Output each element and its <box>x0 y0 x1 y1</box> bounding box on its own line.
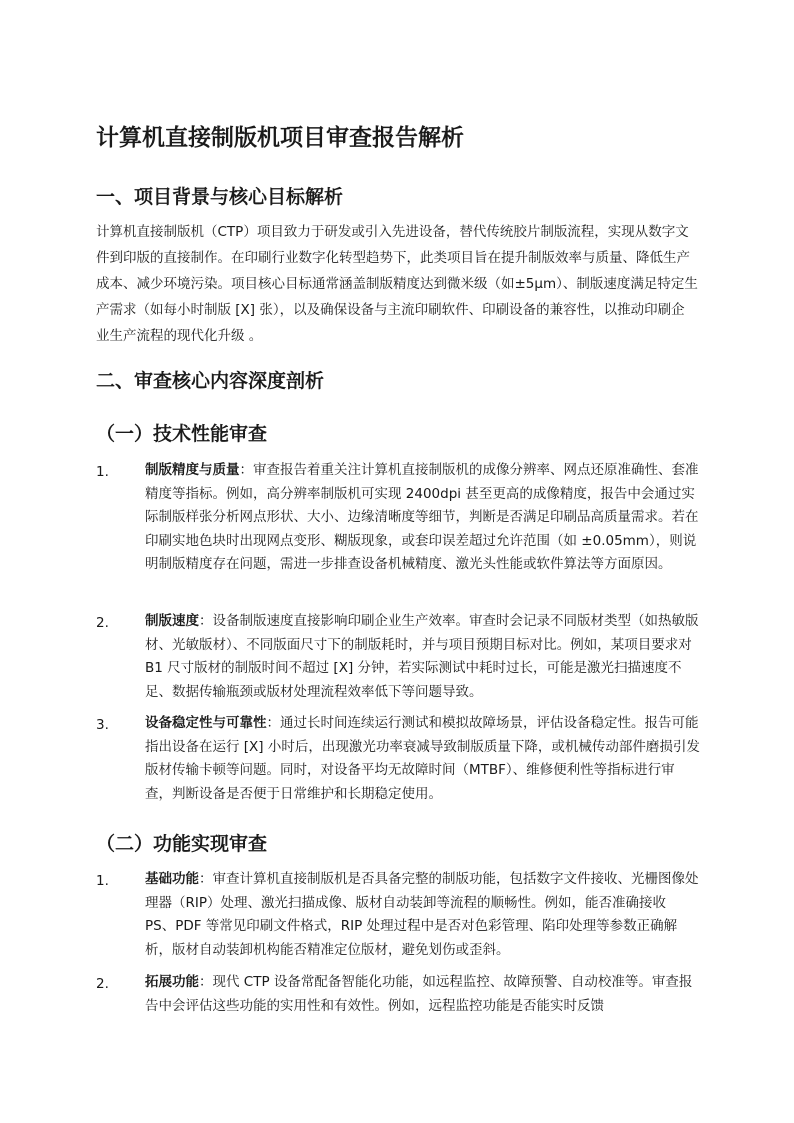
list-number: 2. <box>96 976 109 992</box>
section-heading-background: 一、项目背景与核心目标解析 <box>96 186 344 208</box>
item-text: ：通过长时间连续运行测试和模拟故障场景，评估设备稳定性。报告可能指出设备在运行 [X] 小时后，出现激光功率衰减导致制版质量下降，或机械传动部件磨损引发版材传输卡顿等问题。同时，对设备平均无故障时间（MTBF）、维修便利性等指标进行审查，判断设备是否便于日常维护和长期稳定使用。 <box>145 715 700 802</box>
item-label: 拓展功能 <box>145 974 199 990</box>
background-paragraph: 计算机直接制版机（CTP）项目致力于研发或引入先进设备，替代传统胶片制版流程，实现从数字文件到印版的直接制作。在印刷行业数字化转型趋势下，此类项目旨在提升制版效率与质量、降低生产成本、减少环境污染。项目核心目标通常涵盖制版精度达到微米级（如±5μm）、制版速度满足特定生产需求（如每小时制版 [X] 张），以及确保设备与主流印刷软件、印刷设备的兼容性，以推动印刷企业生产流程的现代化升级 。 <box>96 224 698 344</box>
list-number: 3. <box>96 717 109 733</box>
list-number: 1. <box>96 873 109 889</box>
list-number: 1. <box>96 464 109 480</box>
section-heading-review: 二、审查核心内容深度剖析 <box>96 370 325 392</box>
subsection-heading-function: （二）功能实现审查 <box>96 833 268 855</box>
subsection-heading-technical: （一）技术性能审查 <box>96 423 268 445</box>
item-text: ：审查计算机直接制版机是否具备完整的制版功能，包括数字文件接收、光栅图像处理器（RIP）处理、激光扫描成像、版材自动装卸等流程的顺畅性。例如，能否准确接收 PS、PDF 等常见印刷文件格式，RIP 处理过程中是否对色彩管理、陷印处理等参数正确解析，版材自动装卸机构能否精准定位版材，避免划伤或歪斜。 <box>145 871 699 958</box>
item-text: ：设备制版速度直接影响印刷企业生产效率。审查时会记录不同版材类型（如热敏版材、光敏版材）、不同版面尺寸下的制版耗时，并与项目预期目标对比。例如，某项目要求对 B1 尺寸版材的制版时间不超过 [X] 分钟，若实际测试中耗时过长，可能是激光扫描速度不足、数据传输瓶颈或版材处理流程效率低下等问题导致。 <box>145 613 699 700</box>
item-label: 制版速度 <box>145 613 199 629</box>
item-label: 制版精度与质量 <box>145 462 240 478</box>
item-label: 设备稳定性与可靠性 <box>145 715 267 731</box>
item-text: ：审查报告着重关注计算机直接制版机的成像分辨率、网点还原准确性、套准精度等指标。例如，高分辨率制版机可实现 2400dpi 甚至更高的成像精度，报告中会通过实际制版样张分析网点形状、大小、边缘清晰度等细节，判断是否满足印刷品高质量需求。若在印刷实地色块时出现网点变形、糊版现象，或套印误差超过允许范围（如 ±0.05mm），则说明制版精度存在问题，需进一步排查设备机械精度、激光头性能或软件算法等方面原因。 <box>145 462 699 572</box>
item-label: 基础功能 <box>145 871 199 887</box>
list-number: 2. <box>96 615 109 631</box>
document-title: 计算机直接制版机项目审查报告解析 <box>96 125 464 151</box>
item-text: ：现代 CTP 设备常配备智能化功能，如远程监控、故障预警、自动校准等。审查报告中会评估这些功能的实用性和有效性。例如，远程监控功能是否能实时反馈 <box>145 974 693 1014</box>
